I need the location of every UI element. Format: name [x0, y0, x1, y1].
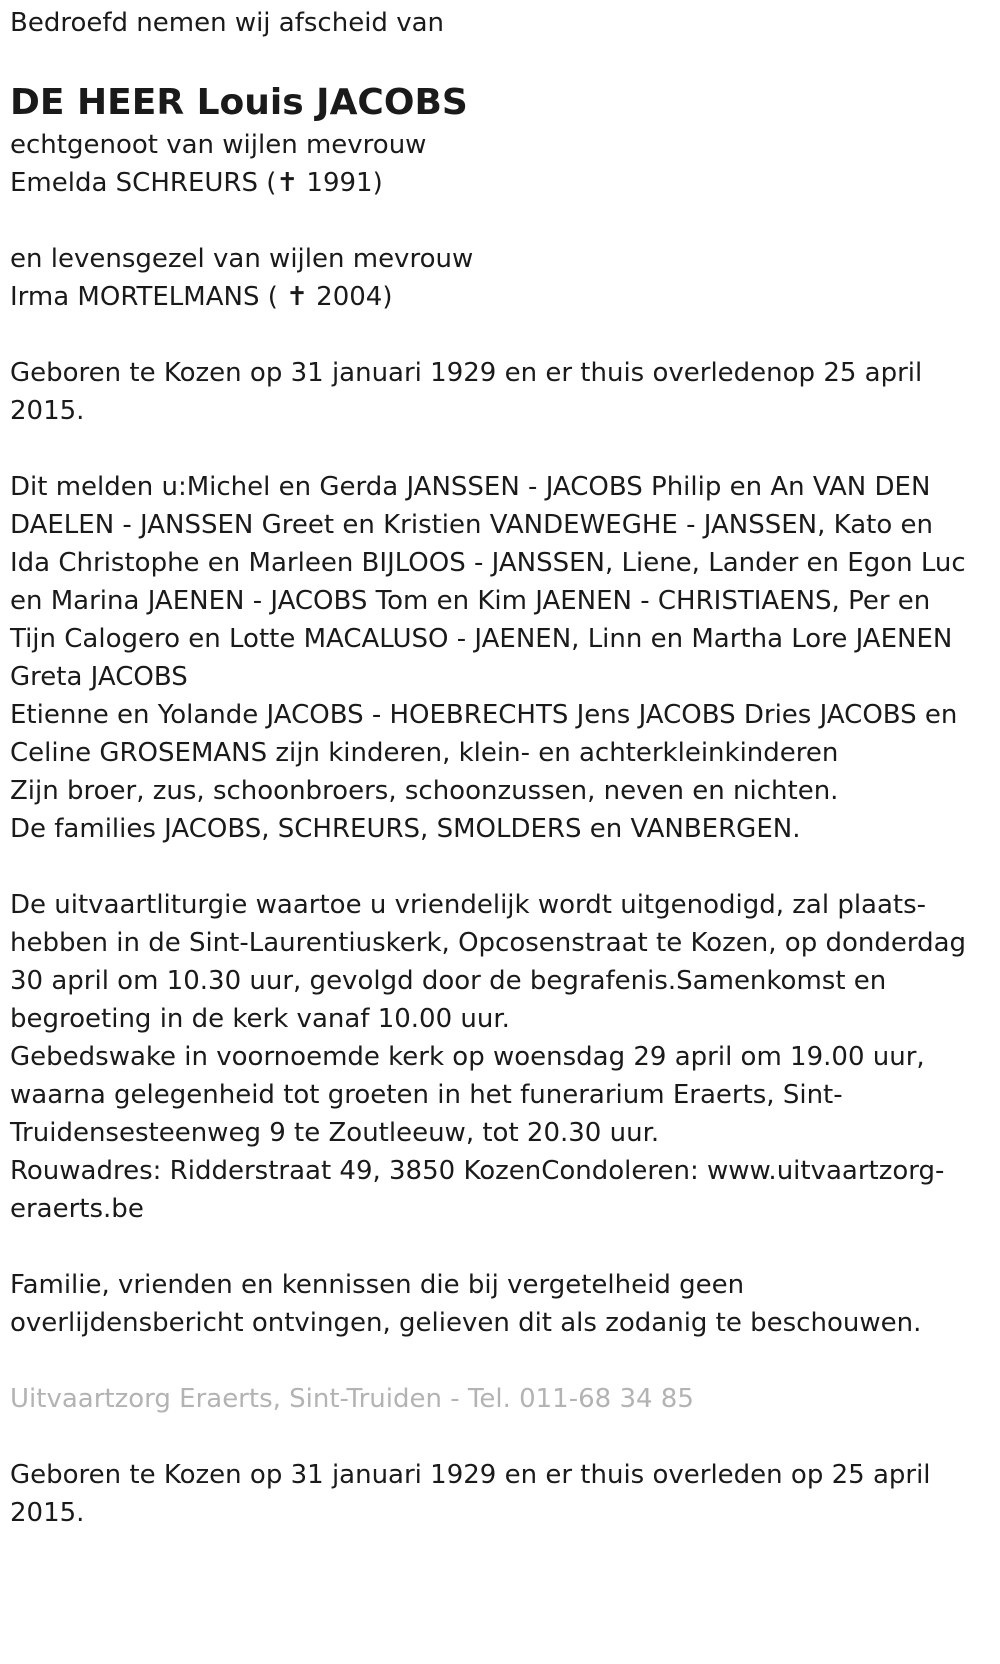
birth-death-text: Geboren te Kozen op 31 januari 1929 en er thuis overledenop 25 april 2015.: [10, 358, 923, 426]
spouse-line-2: Emelda SCHREURS (✝ 1991): [10, 168, 383, 198]
announcers-siblings: Zijn broer, zus, schoonbroers, schoonzussen, neven en nichten.: [10, 776, 839, 806]
undertaker-contact: Uitvaartzorg Eraerts, Sint-Truiden - Tel. 011-68 34 85: [10, 1384, 694, 1414]
service-liturgy: De uitvaartliturgie waartoe u vriendelijk wordt uitgenodigd, zal plaats-hebben in de Sint-Laurentiuskerk, Opcosenstraat te Kozen, op donderdag 30 april om 10.30 uur, gevolgd door de begrafenis.Samenkomst en begroeting in de kerk vanaf 10.00 uur.: [10, 890, 967, 1034]
deceased-name: DE HEER Louis JACOBS: [10, 82, 468, 123]
partner-line-2: Irma MORTELMANS ( ✝ 2004): [10, 282, 393, 312]
spacer: [10, 848, 990, 886]
service-address: Rouwadres: Ridderstraat 49, 3850 KozenCondoleren: www.uitvaartzorg-eraerts.be: [10, 1156, 945, 1224]
announcers-greta: Greta JACOBS: [10, 662, 188, 692]
notice-text: Familie, vrienden en kennissen die bij vergetelheid geen overlijdensbericht ontvingen, gelieven dit als zodanig te beschouwen.: [10, 1270, 922, 1338]
spacer: [10, 1228, 990, 1266]
spacer: [10, 1342, 990, 1380]
spouse-line-1: echtgenoot van wijlen mevrouw: [10, 130, 427, 160]
spacer: [10, 316, 990, 354]
spacer: [10, 430, 990, 468]
service-wake: Gebedswake in voornoemde kerk op woensdag 29 april om 19.00 uur, waarna gelegenheid tot groeten in het funerarium Eraerts, Sint-Truidensesteenweg 9 te Zoutleeuw, tot 20.30 uur.: [10, 1042, 925, 1148]
partner-line-1: en levensgezel van wijlen mevrouw: [10, 244, 474, 274]
announcers-families: De families JACOBS, SCHREURS, SMOLDERS en VANBERGEN.: [10, 814, 801, 844]
spacer: [10, 1418, 990, 1456]
announcers-block-2: Etienne en Yolande JACOBS - HOEBRECHTS Jens JACOBS Dries JACOBS en Celine GROSEMANS zijn kinderen, klein- en achterkleinkinderen: [10, 700, 958, 768]
intro-text: Bedroefd nemen wij afscheid van: [10, 8, 444, 38]
announcers-block-1: Dit melden u:Michel en Gerda JANSSEN - JACOBS Philip en An VAN DEN DAELEN - JANSSEN Greet en Kristien VANDEWEGHE - JANSSEN, Kato en Ida Christophe en Marleen BIJLOOS - JANSSEN, Liene, Lander en Egon Luc en Marina JAENEN - JACOBS Tom en Kim JAENEN - CHRISTIAENS, Per en Tijn Calogero en Lotte MACALUSO - JAENEN, Linn en Martha Lore JAENEN: [10, 472, 966, 654]
spacer: [10, 202, 990, 240]
birth-death-text-repeat: Geboren te Kozen op 31 januari 1929 en er thuis overleden op 25 april 2015.: [10, 1460, 931, 1528]
